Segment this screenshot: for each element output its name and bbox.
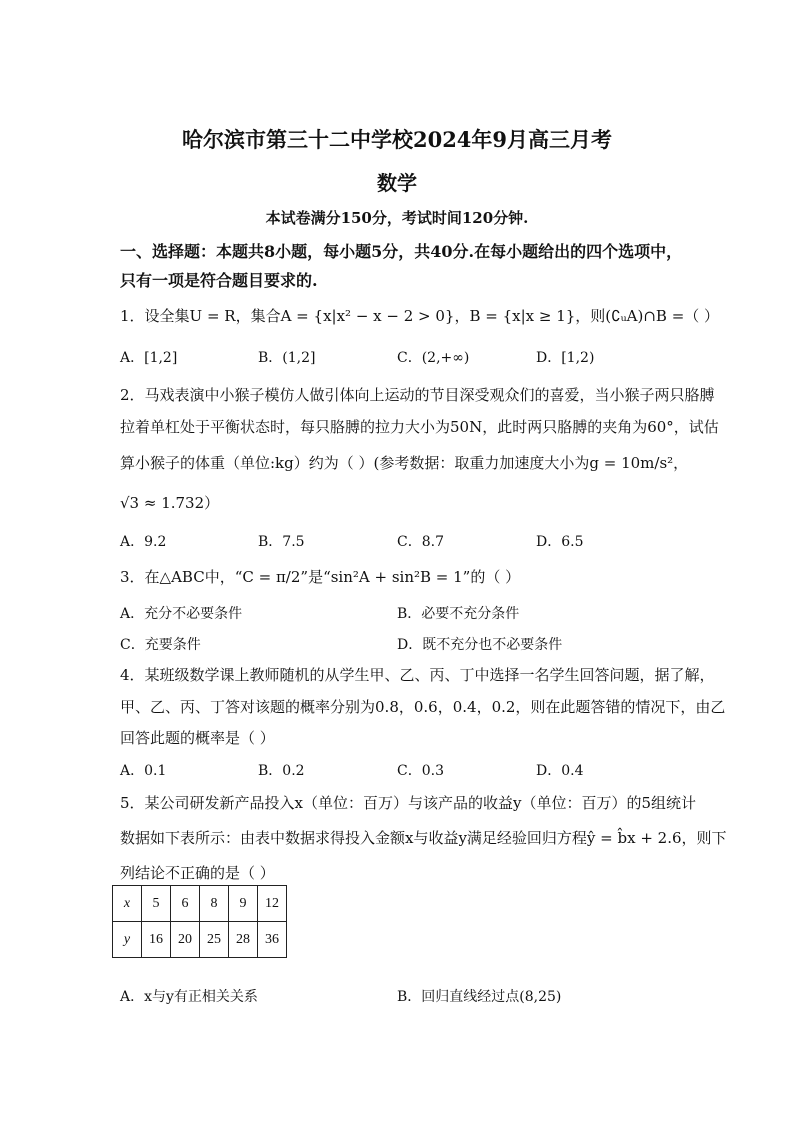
question-3-option-d: D．既不充分也不必要条件 (397, 637, 563, 653)
table-cell: 20 (171, 922, 200, 958)
question-5-data-table (112, 885, 287, 958)
table-cell: 28 (229, 922, 258, 958)
table-cell: 36 (258, 922, 287, 958)
question-5-line2: 数据如下表所示：由表中数据求得投入金额x与收益y满足经验回归方程ŷ = b̂x + 2.6，则下 (120, 829, 727, 847)
section-heading-line1: 一、选择题：本题共8小题，每小题5分，共40分.在每小题给出的四个选项中， (120, 242, 683, 261)
section-heading-line2: 只有一项是符合题目要求的. (120, 271, 318, 290)
question-5-line3: 列结论不正确的是（ ） (120, 864, 275, 882)
question-4-option-d: D．0.4 (536, 763, 584, 779)
table-cell: 25 (200, 922, 229, 958)
exam-info: 本试卷满分150分，考试时间120分钟. (265, 209, 529, 227)
table-cell: 5 (142, 886, 171, 922)
question-1-option-b: B．(1,2] (258, 350, 316, 366)
table-cell: 12 (258, 886, 287, 922)
page-title: 哈尔滨市第三十二中学校2024年9月高三月考 (181, 127, 613, 152)
question-2-line4: √3 ≈ 1.732） (120, 494, 220, 512)
table-cell: 8 (200, 886, 229, 922)
question-4-line1: 4．某班级数学课上教师随机的从学生甲、乙、丙、丁中选择一名学生回答问题，据了解， (120, 666, 715, 684)
question-2-option-a: A．9.2 (120, 534, 167, 550)
question-4-option-a: A．0.1 (120, 763, 167, 779)
question-1-stem: 1．设全集U = R，集合A = {x|x² − x − 2 > 0}，B = {x|x ≥ 1}，则(∁ᵤA)∩B =（ ） (120, 307, 720, 325)
question-4-line2: 甲、乙、丙、丁答对该题的概率分别为0.8，0.6，0.4，0.2，则在此题答错的情况下，由乙 (120, 698, 726, 716)
question-2-option-b: B．7.5 (258, 534, 305, 550)
question-5-option-b: B．回归直线经过点(8,25) (397, 989, 562, 1005)
subject-heading: 数学 (377, 171, 417, 195)
table-row-x (113, 886, 287, 922)
question-5-line1: 5．某公司研发新产品投入x（单位：百万）与该产品的收益y（单位：百万）的5组统计 (120, 794, 697, 812)
table-cell: 9 (229, 886, 258, 922)
table-cell: 6 (171, 886, 200, 922)
question-3-option-c: C．充要条件 (120, 637, 201, 653)
question-2-line2: 拉着单杠处于平衡状态时，每只胳膊的拉力大小为50N，此时两只胳膊的夹角为60°，试估 (120, 418, 719, 436)
question-4-option-b: B．0.2 (258, 763, 305, 779)
question-5-option-a: A．x与y有正相关关系 (120, 989, 258, 1005)
table-cell: 16 (142, 922, 171, 958)
question-2-line1: 2．马戏表演中小猴子模仿人做引体向上运动的节目深受观众们的喜爱，当小猴子两只胳膊 (120, 386, 715, 404)
question-1-option-a: A．[1,2] (120, 350, 178, 366)
question-1-option-d: D．[1,2) (536, 350, 595, 366)
question-3-option-a: A．充分不必要条件 (120, 606, 243, 622)
question-2-option-d: D．6.5 (536, 534, 584, 550)
question-3-option-b: B．必要不充分条件 (397, 606, 520, 622)
question-3-stem: 3．在△ABC中，“C = π/2”是“sin²A + sin²B = 1”的（ ） (120, 568, 521, 586)
question-1-option-c: C．(2,+∞) (397, 350, 470, 366)
table-row-y (113, 922, 287, 958)
question-4-line3: 回答此题的概率是（ ） (120, 729, 275, 747)
table-header-x: x (113, 886, 142, 922)
question-2-line3: 算小猴子的体重（单位:kg）约为（ ）(参考数据：取重力加速度大小为g = 10m/s²， (120, 454, 689, 472)
question-2-option-c: C．8.7 (397, 534, 444, 550)
table-header-y: y (113, 922, 142, 958)
question-4-option-c: C．0.3 (397, 763, 444, 779)
